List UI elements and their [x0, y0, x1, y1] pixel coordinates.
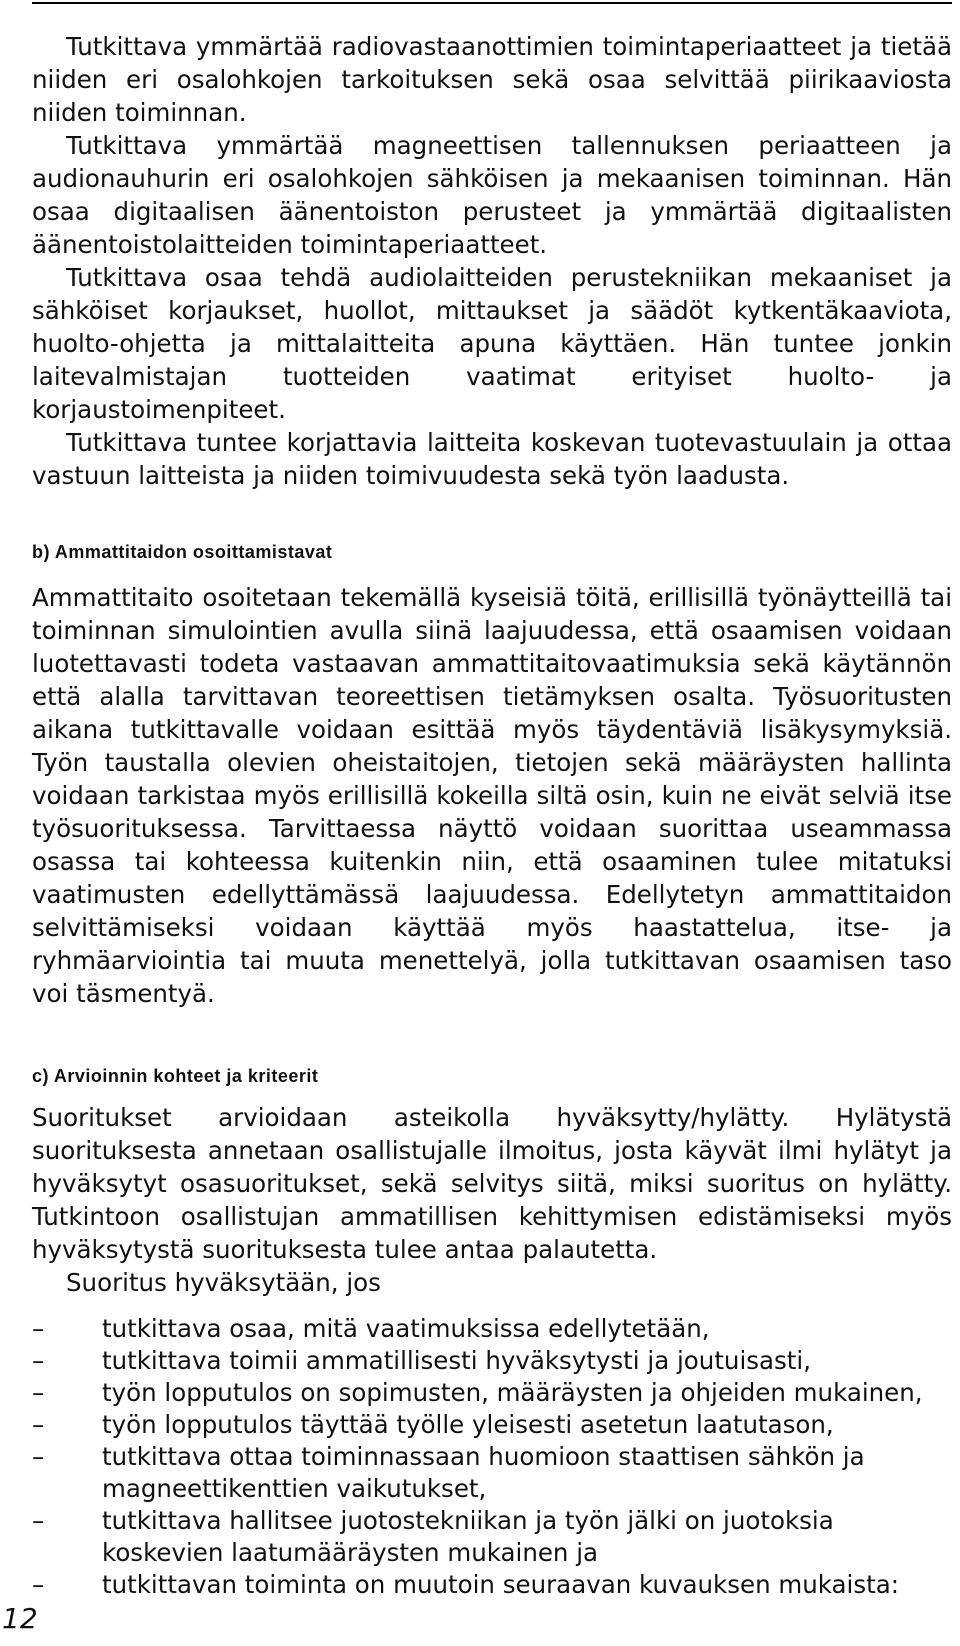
list-item [32, 1313, 952, 1345]
intro-paragraph-3: Tutkittava osaa tehdä audiolaitteiden perustekniikan mekaaniset ja sähköiset korjaukset, huollot, mittaukset ja säädöt kytkentäkaaviota, huolto-ohjetta ja mittalaitteita apuna käyttäen. Hän tuntee jonkin laitevalmistajan tuotteiden vaatimat erityiset huolto- ja korjaustoimenpiteet. [32, 263, 952, 424]
dash-marker: – [32, 1314, 45, 1343]
criteria-list [32, 1313, 952, 1601]
list-item-text: tutkittava osaa, mitä vaatimuksissa edellytetään, [102, 1314, 710, 1343]
list-item [32, 1345, 952, 1377]
dash-marker: – [32, 1442, 45, 1471]
list-item-text: tutkittava toimii ammatillisesti hyväksytysti ja joutuisasti, [102, 1346, 812, 1375]
page-number: 12 [2, 1602, 38, 1635]
list-item [32, 1569, 952, 1601]
list-item-text: työn lopputulos on sopimusten, määräysten ja ohjeiden mukainen, [102, 1378, 923, 1407]
section-b-body: Ammattitaito osoitetaan tekemällä kyseisiä töitä, erillisillä työnäytteillä tai toiminnan simulointien avulla siinä laajuudessa, että osaamisen voidaan luotettavasti todeta vastaavan ammattitaitovaatimuksia sekä käytännön että alalla tarvittavan teoreettisen tietämyksen osalta. Työsuoritusten aikana tutkittavalle voidaan esittää myös täydentäviä lisäkysymyksiä. Työn taustalla olevien oheistaitojen, tietojen sekä määräysten hallinta voidaan tarkistaa myös erillisillä kokeilla siltä osin, kuin ne eivät selviä itse työsuorituksessa. Tarvittaessa näyttö voidaan suorittaa useammassa osassa tai kohteessa kuitenkin niin, että osaaminen tulee mitatuksi vaatimusten edellyttämässä laajuudessa. Edellytetyn ammattitaidon selvittämiseksi voidaan käyttää myös haastattelua, itse- ja ryhmäarviointia tai muuta menettelyä, jolla tutkittavan osaamisen taso voi täsmentyä. [32, 583, 952, 1008]
section-b-heading: b) Ammattitaidon osoittamistavat [32, 542, 333, 562]
intro-paragraph-4: Tutkittava tuntee korjattavia laitteita koskevan tuotevastuulain ja ottaa vastuun laitteista ja niiden toimivuudesta sekä työn laadusta. [32, 428, 952, 490]
list-item [32, 1505, 952, 1569]
intro-paragraph-1: Tutkittava ymmärtää radiovastaanottimien toimintaperiaatteet ja tietää niiden eri osalohkojen tarkoituksen sekä osaa selvittää piirikaaviosta niiden toiminnan. [32, 32, 952, 127]
list-item-text: tutkittava hallitsee juotostekniikan ja työn jälki on juotoksia koskevien laatumääräysten mukainen ja [102, 1506, 834, 1567]
list-item [32, 1441, 952, 1505]
list-item-text: tutkittava ottaa toiminnassaan huomioon staattisen sähkön ja magneettikenttien vaikutukset, [102, 1442, 865, 1503]
section-c-heading: c) Arvioinnin kohteet ja kriteerit [32, 1066, 319, 1086]
dash-marker: – [32, 1570, 45, 1599]
list-item-text: tutkittavan toiminta on muutoin seuraavan kuvauksen mukaista: [102, 1570, 899, 1599]
dash-marker: – [32, 1346, 45, 1375]
intro-paragraph-2: Tutkittava ymmärtää magneettisen tallennuksen periaatteen ja audionauhurin eri osalohkojen sähköisen ja mekaanisen toiminnan. Hän osaa digitaalisen äänentoiston perusteet ja ymmärtää digitaalisten äänentoistolaitteiden toimintaperiaatteet. [32, 131, 952, 259]
list-item [32, 1409, 952, 1441]
top-rule [32, 2, 952, 4]
section-c-body: Suoritukset arvioidaan asteikolla hyväksytty/hylätty. Hylätystä suorituksesta annetaan osallistujalle ilmoitus, josta käyvät ilmi hylätyt ja hyväksytyt osasuoritukset, sekä selvitys siitä, miksi suoritus on hylätty. Tutkintoon osallistujan ammatillisen kehittymisen edistämiseksi myös hyväksytystä suorituksesta tulee antaa palautetta. [32, 1103, 952, 1264]
dash-marker: – [32, 1410, 45, 1439]
list-item [32, 1377, 952, 1409]
document-body [32, 30, 952, 1601]
list-item-text: työn lopputulos täyttää työlle yleisesti asetetun laatutason, [102, 1410, 834, 1439]
dash-marker: – [32, 1506, 45, 1535]
dash-marker: – [32, 1378, 45, 1407]
section-c-lead: Suoritus hyväksytään, jos [66, 1268, 381, 1297]
